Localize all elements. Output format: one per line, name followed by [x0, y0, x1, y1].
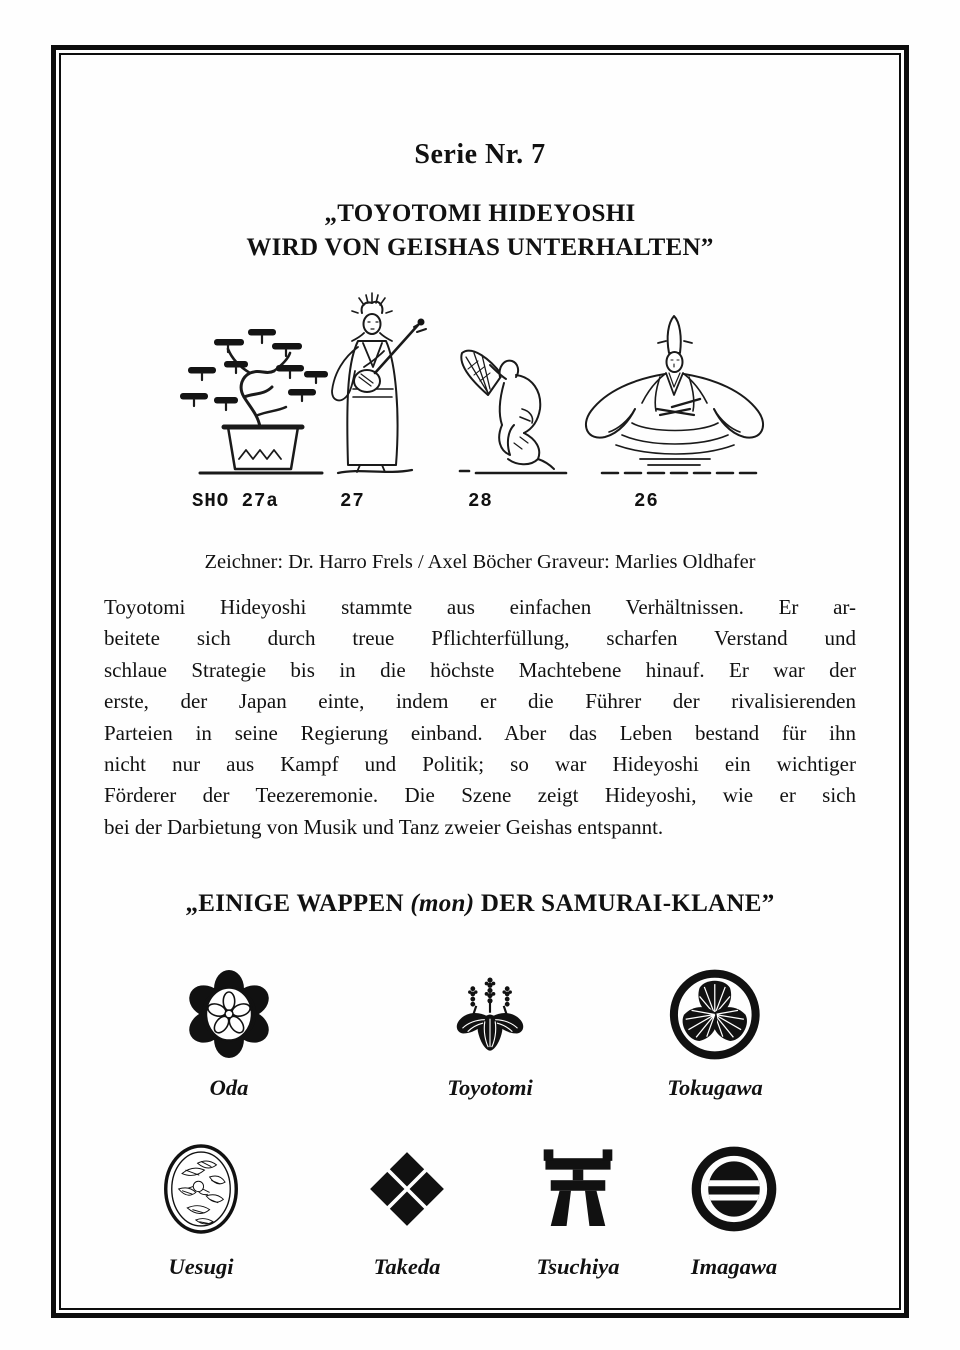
body-text-line: Toyotomi Hideyoshi stammte aus einfachen Verhältnissen. Er ar-	[104, 595, 856, 619]
clan-label-oda: Oda	[209, 1075, 249, 1100]
takeda-crest-icon	[360, 1136, 455, 1242]
crest-title-suffix: DER SAMURAI-KLANE”	[474, 890, 775, 917]
geisha-shamisen-icon	[332, 293, 426, 473]
tokugawa-crest-icon	[667, 965, 762, 1063]
credits-line: Zeichner: Dr. Harro Frels / Axel Böcher Graveur: Marlies Oldhafer	[204, 551, 756, 573]
body-text-line: beitete sich durch treue Pflichterfüllung, scharfen Verstand und	[104, 626, 856, 651]
crest-title-prefix: „EINIGE WAPPEN	[185, 890, 411, 917]
clan-item-toyotomi	[447, 965, 533, 1101]
figure-caption-geisha: 27	[340, 490, 365, 512]
page-title-line-2: WIRD VON GEISHAS UNTERHALTEN”	[246, 234, 714, 261]
imagawa-crest-icon	[688, 1136, 780, 1242]
clan-label-tokugawa: Tokugawa	[667, 1075, 763, 1100]
series-title: Serie Nr. 7	[414, 139, 546, 170]
body-text-line: Parteien in seine Regierung einband. Aber das Leben bestand für ihn	[104, 720, 856, 745]
scene-figures-drawing	[170, 288, 790, 488]
clan-item-takeda	[360, 1136, 455, 1280]
clan-label-imagawa: Imagawa	[690, 1254, 778, 1279]
page-title	[0, 197, 960, 265]
dancing-geisha-fan-icon	[460, 351, 566, 473]
clan-label-uesugi: Uesugi	[168, 1254, 234, 1279]
body-text-line: schlaue Strategie bis in die höchste Machtebene hinauf. Er war der	[104, 657, 856, 682]
figure-caption-dancer: 28	[468, 490, 493, 512]
clan-label-toyotomi: Toyotomi	[447, 1075, 533, 1100]
toyotomi-crest-icon	[447, 965, 533, 1063]
clan-item-imagawa	[688, 1136, 780, 1280]
clan-item-oda	[185, 965, 273, 1101]
clan-label-takeda: Takeda	[373, 1254, 441, 1279]
scene-illustration	[170, 288, 790, 520]
oda-crest-icon	[185, 965, 273, 1063]
uesugi-crest-icon	[158, 1136, 244, 1242]
crest-title-mon: (mon)	[410, 890, 475, 917]
clan-item-tsuchiya	[534, 1136, 622, 1280]
figure-caption-hideyoshi: 26	[634, 490, 659, 512]
clan-label-tsuchiya: Tsuchiya	[536, 1254, 620, 1279]
body-text	[104, 592, 856, 843]
figure-caption-bonsai: SHO 27a	[192, 490, 279, 512]
clan-item-uesugi	[158, 1136, 244, 1280]
crest-section-title	[0, 890, 960, 918]
seated-hideyoshi-icon	[586, 316, 763, 473]
bonsai-icon	[180, 329, 328, 473]
clan-item-tokugawa	[667, 965, 762, 1101]
body-text-line: erste, der Japan einte, indem er die Führer der rivalisierenden	[104, 689, 856, 714]
body-text-line: Förderer der Teezeremonie. Die Szene zeigt Hideyoshi, wie er sich	[104, 783, 856, 808]
page-title-line-1: „TOYOTOMI HIDEYOSHI	[324, 200, 636, 227]
body-text-line: nicht nur aus Kampf und Politik; so war Hideyoshi ein wichtiger	[104, 752, 856, 777]
tsuchiya-crest-icon	[534, 1136, 622, 1242]
body-text-line: bei der Darbietung von Musik und Tanz zweier Geishas entspannt.	[104, 814, 664, 839]
